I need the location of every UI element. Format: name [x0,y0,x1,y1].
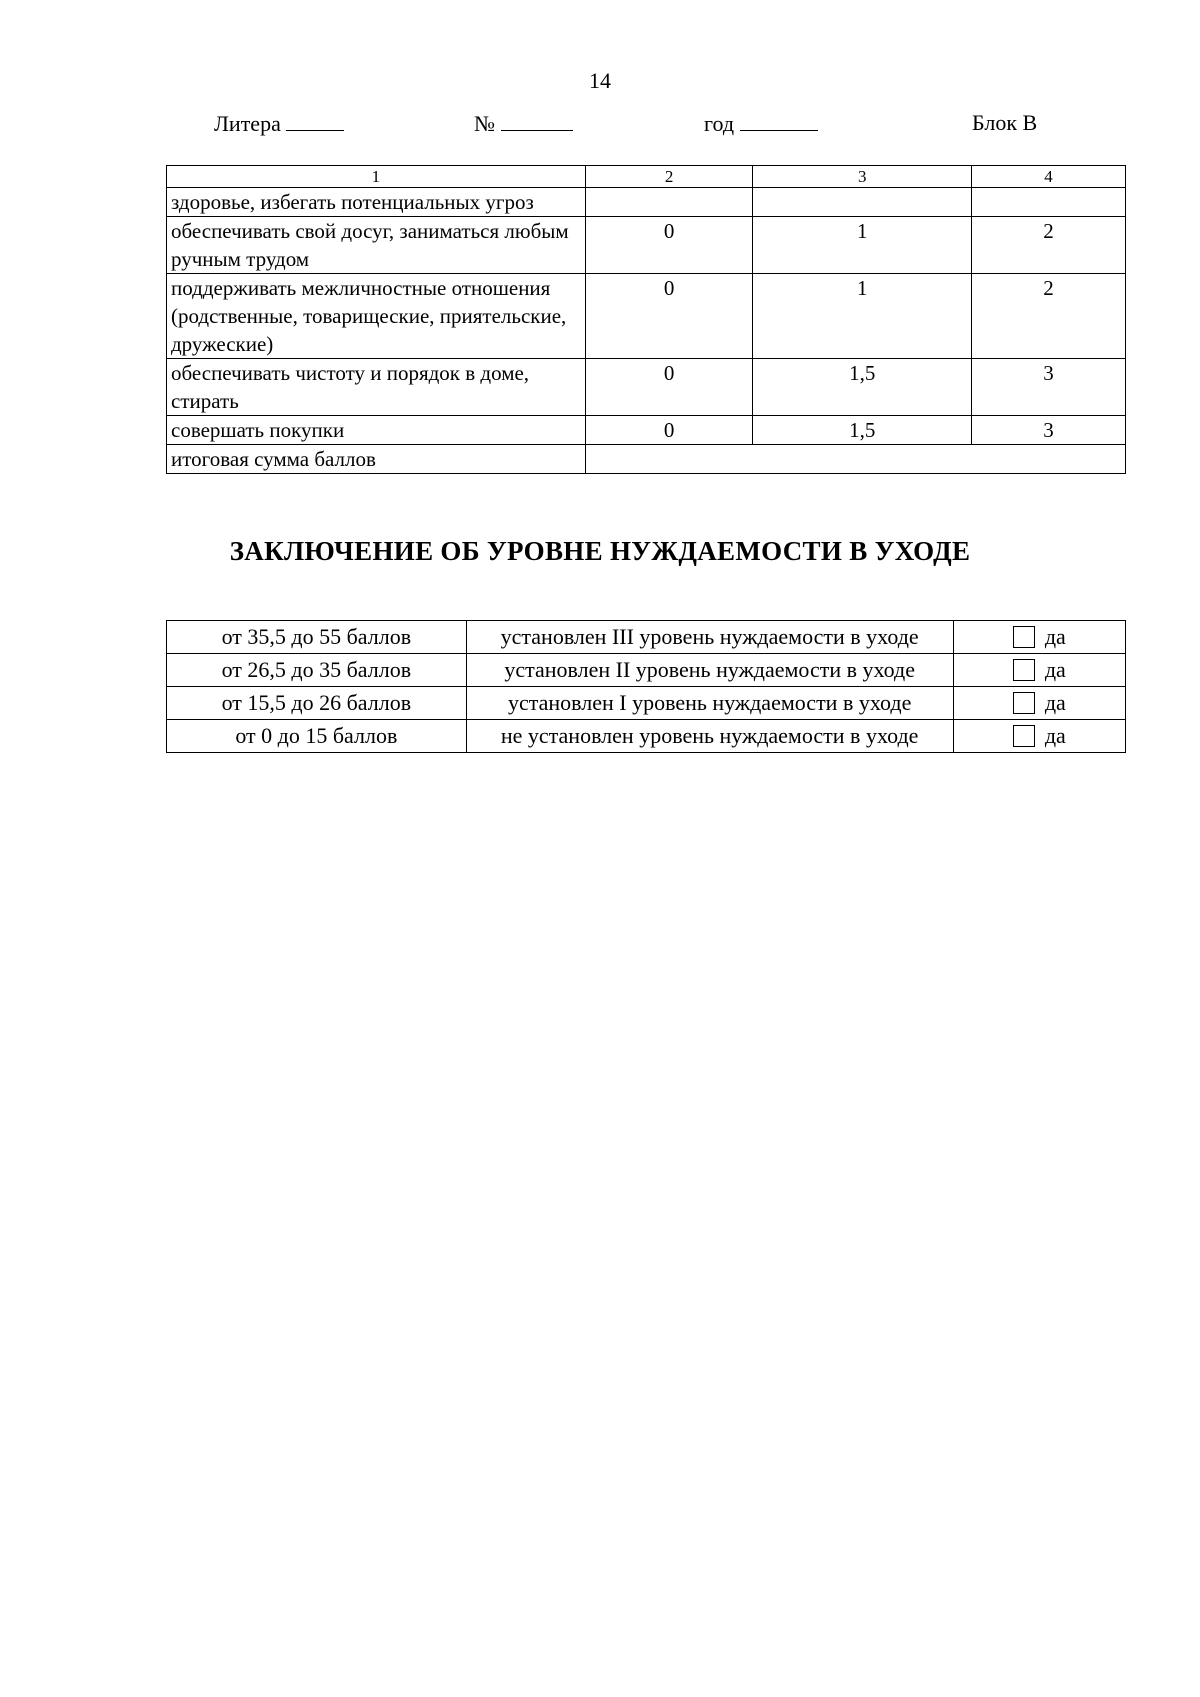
checkbox-label: да [1044,723,1066,748]
row-label: обеспечивать свой досуг, заниматься любым ручным трудом [167,217,586,274]
score-cell: 1 [753,217,972,274]
check-cell [953,621,1125,654]
year-blank[interactable] [740,110,818,131]
table-row [167,274,1126,359]
score-cell: 1 [753,274,972,359]
year-field [704,110,818,137]
number-label: № [474,111,495,136]
care-level: установлен III уровень нуждаемости в уходе [466,621,953,654]
score-cell: 3 [972,416,1126,445]
conclusion-row [167,720,1126,753]
litera-field [214,110,344,137]
score-cell: 2 [972,274,1126,359]
care-level: не установлен уровень нуждаемости в уходе [466,720,953,753]
conclusion-row [167,654,1126,687]
column-number: 4 [972,166,1126,188]
score-cell: 1,5 [753,416,972,445]
score-cell: 0 [585,274,753,359]
score-cell [585,188,753,217]
yes-checkbox[interactable] [1013,725,1035,747]
check-cell [953,654,1125,687]
page-number: 14 [589,68,611,93]
table-row [167,217,1126,274]
check-cell [953,720,1125,753]
yes-checkbox[interactable] [1013,692,1035,714]
row-label: совершать покупки [167,416,586,445]
total-label: итоговая сумма баллов [167,445,586,474]
checkbox-label: да [1044,624,1066,649]
score-range: от 35,5 до 55 баллов [167,621,467,654]
block-label: Блок В [972,110,1038,135]
column-number: 3 [753,166,972,188]
litera-label: Литера [214,111,281,136]
score-cell [972,188,1126,217]
yes-checkbox[interactable] [1013,626,1035,648]
score-cell: 0 [585,217,753,274]
scores-table [166,165,1126,474]
column-number: 1 [167,166,586,188]
row-label: здоровье, избегать потенциальных угроз [167,188,586,217]
care-level: установлен II уровень нуждаемости в уходе [466,654,953,687]
table-row [167,359,1126,416]
score-cell: 2 [972,217,1126,274]
section-title: ЗАКЛЮЧЕНИЕ ОБ УРОВНЕ НУЖДАЕМОСТИ В УХОДЕ [229,536,971,566]
column-number: 2 [585,166,753,188]
row-label: обеспечивать чистоту и порядок в доме, стирать [167,359,586,416]
conclusion-row [167,687,1126,720]
score-cell: 0 [585,359,753,416]
score-range: от 0 до 15 баллов [167,720,467,753]
care-level: установлен I уровень нуждаемости в уходе [466,687,953,720]
score-range: от 15,5 до 26 баллов [167,687,467,720]
number-blank[interactable] [501,110,573,131]
column-number-row [167,166,1126,188]
check-cell [953,687,1125,720]
number-field [474,110,573,137]
score-cell: 1,5 [753,359,972,416]
score-cell: 0 [585,416,753,445]
total-row [167,445,1126,474]
score-cell: 3 [972,359,1126,416]
table-row [167,416,1126,445]
total-score-cell[interactable] [585,445,1125,474]
conclusion-table [166,620,1126,753]
litera-blank[interactable] [286,110,344,131]
year-label: год [704,111,735,136]
yes-checkbox[interactable] [1013,659,1035,681]
checkbox-label: да [1044,690,1066,715]
document-header [0,110,1200,138]
score-range: от 26,5 до 35 баллов [167,654,467,687]
conclusion-row [167,621,1126,654]
checkbox-label: да [1044,657,1066,682]
table-row [167,188,1126,217]
score-cell [753,188,972,217]
row-label: поддерживать межличностные отношения (родственные, товарищеские, приятельские, дружеские) [167,274,586,359]
